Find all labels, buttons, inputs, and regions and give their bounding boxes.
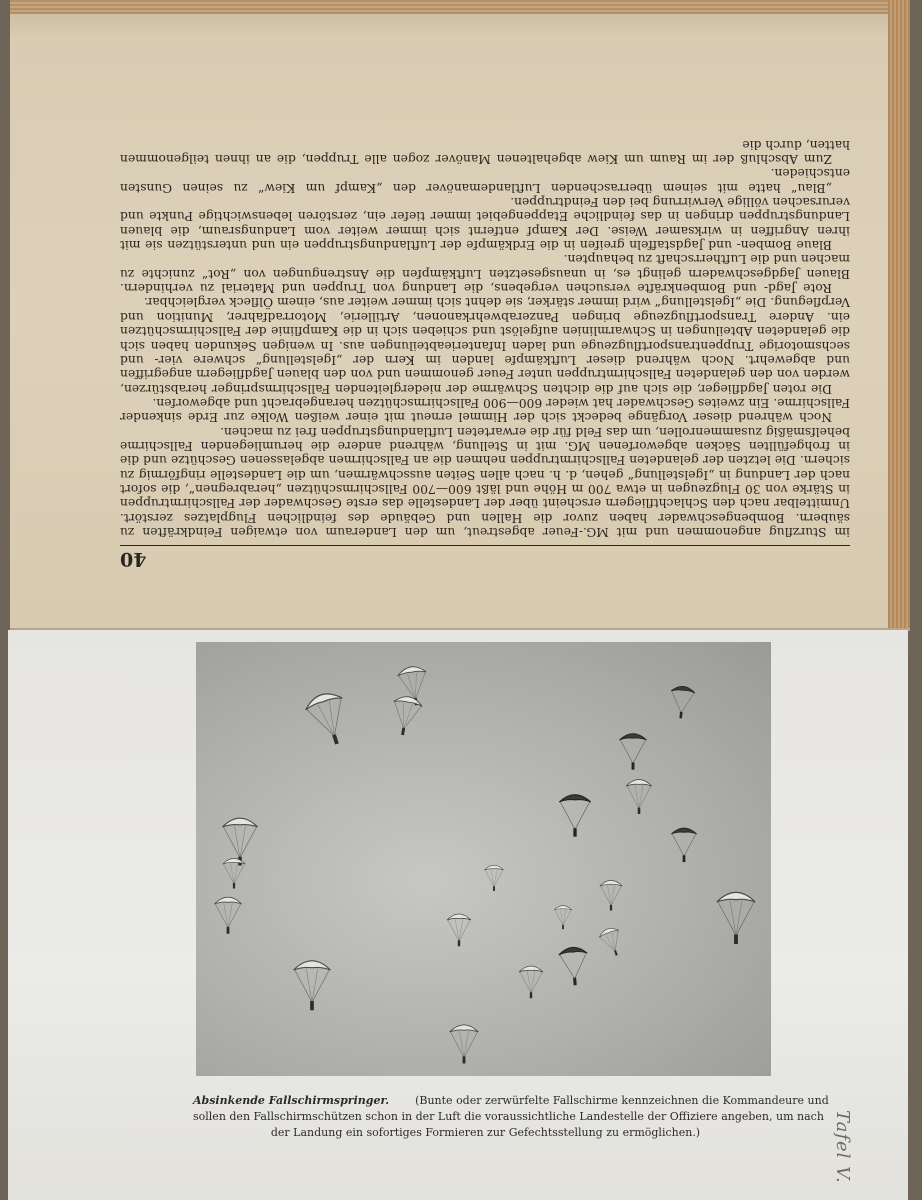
paragraph: Blaue Bomben- und Jagdstaffeln greifen in die Erdkämpfe der Luftlandungstruppen ein und unterstützen sie mit ihren Angriffen in wirksamer Weise. Der Kampf entfernt sich immer weiter vom Landungsraum, die blauen Landungstruppen dringen in das feindliche Etappengebiet immer tiefer ein, zerstören lebenswichtige Punkte und verursachen völlige Verwirrung bei den Feindtruppen. [120, 195, 850, 253]
parachute [597, 926, 626, 959]
rotated-text-block [120, 112, 850, 572]
lower-book-page [8, 630, 908, 1200]
parachute [600, 880, 622, 910]
caption-line: der Landung ein sofortiges Formieren zur Gefechtsstellung zu ermöglichen.) [270, 1126, 701, 1139]
page-header [120, 545, 850, 572]
parachute [484, 865, 503, 891]
upper-book-page [10, 0, 910, 631]
caption-line [193, 1093, 829, 1109]
body-text [120, 137, 850, 539]
parachutists-photo [196, 642, 771, 1076]
paragraph: Rote Jagd- und Bombenkräfte versuchen vergebens, die Landung von Truppen und Material zu verhindern. Blauen Jagdgeschwadern gelingt es, in unausgesetzten Luftkämpfen die Anstrengungen von „Rot“ zunichte zu machen und die Luftherrschaft zu behaupten. [120, 252, 850, 296]
parachute [620, 734, 647, 770]
parachute [214, 897, 241, 934]
parachute [554, 906, 572, 930]
parachute [669, 685, 696, 719]
parachute [447, 914, 471, 946]
caption-title: Absinkende Fallschirmspringer. [193, 1094, 390, 1107]
paragraph: „Blau“ hatte mit seinem überraschenden Luftlandemanöver den „Kampf um Kiew“ zu seinen Gunsten entschieden. [120, 166, 850, 195]
parachute [519, 966, 543, 998]
parachute [294, 961, 331, 1010]
parachute [559, 795, 591, 837]
caption-line: sollen den Fallschirmschützen schon in der Luft die voraussichtliche Landestelle der Offiziere angeben, um nach [193, 1110, 824, 1123]
paragraph: Noch während dieser Vorgänge bedeckt sich der Himmel erneut mit einer weißen Wolke zur Erde sinkender Fallschirme. Ein zweites Geschwader hat wieder 600—900 Fallschirmschützen herangebracht und abgeworfen. [120, 395, 850, 425]
parachutes-illustration [196, 642, 771, 1076]
paragraph: Die roten Jagdflieger, die sich auf die dichten Schwärme der niedergleitenden Fallschirmspringer herabstürzen, werden von den gelandeten Fallschirmtruppen unter Feuer genommen und von den blauen Jagdfliegern angegriffen und abgewehrt. Noch während dieser Luftkämpfe landen im Kern der „Igelstellung“ schwere vier- und sechsmotorige Truppentransportflugzeuge und laden Infanterieabteilungen aus. In wenigen Sekunden haben sich die gelandeten Abteilungen in Schwarmlinien aufgelöst und schieben sich in die Kampflinie der Fallschirmschützen ein. Andere Transportflugzeuge bringen Panzerabwehrkanonen, Artillerie, Motorradfahrer, Munition und Verpflegung. Die „Igelstellung“ wird immer stärker, sie dehnt sich immer weiter aus, einem Ölfleck vergleichbar. [120, 295, 850, 396]
parachute [558, 946, 589, 986]
parachute [303, 689, 355, 750]
page-edge [888, 0, 910, 628]
page-edge [10, 0, 910, 14]
parachute [388, 694, 423, 737]
paragraph: Zum Abschluß der im Raum um Kiew abgehaltenen Manöver zogen alle Truppen, die an ihnen teilgenommen hatten, durch die [120, 137, 850, 167]
parachute [717, 892, 755, 944]
parachute [671, 828, 697, 862]
caption-text: (Bunte oder zerwürfelte Fallschirme kennzeichnen die Kommandeure und [415, 1094, 829, 1107]
paragraph: im Sturzflug angenommen und mit MG.-Feuer abgestreut, um den Landeraum von etwaigen Feindkräften zu säubern. Bombengeschwader haben zuvor die Hallen und Gebäude des feindlichen Flugplatzes zerstört. Unmittelbar nach den Schlachtfliegern erscheint über der Landestelle das erste Geschwader der Fallschirmtruppen in Stärke von 30 Flugzeugen in etwa 700 m Höhe und läßt 600—700 Fallschirmschützen „herabregnen“, die sofort nach der Landung in „Igelstellung“ gehen, d. h. nach allen Seiten ausschwärmen, um die Landestelle ringförmig zu sichern. Die letzten der gelandeten Fallschirmtruppen nehmen die an Fallschirmen abgelassenen Geschütze und die in frohgefüllten Säcken abgeworfenen MG. mit in Stellung, während andere die herumliegenden Fallschirme behelfsmäßig zusammenrollen, um das Feld für die erwarteten Luftlandungstruppen frei zu machen. [120, 424, 850, 539]
parachute [223, 858, 245, 888]
page-number: 40 [120, 548, 147, 570]
plate-label: Tafel V. [832, 1110, 853, 1184]
parachute [450, 1025, 479, 1064]
photo-caption [193, 1093, 829, 1141]
parachute [626, 780, 652, 814]
parachute [222, 818, 257, 865]
